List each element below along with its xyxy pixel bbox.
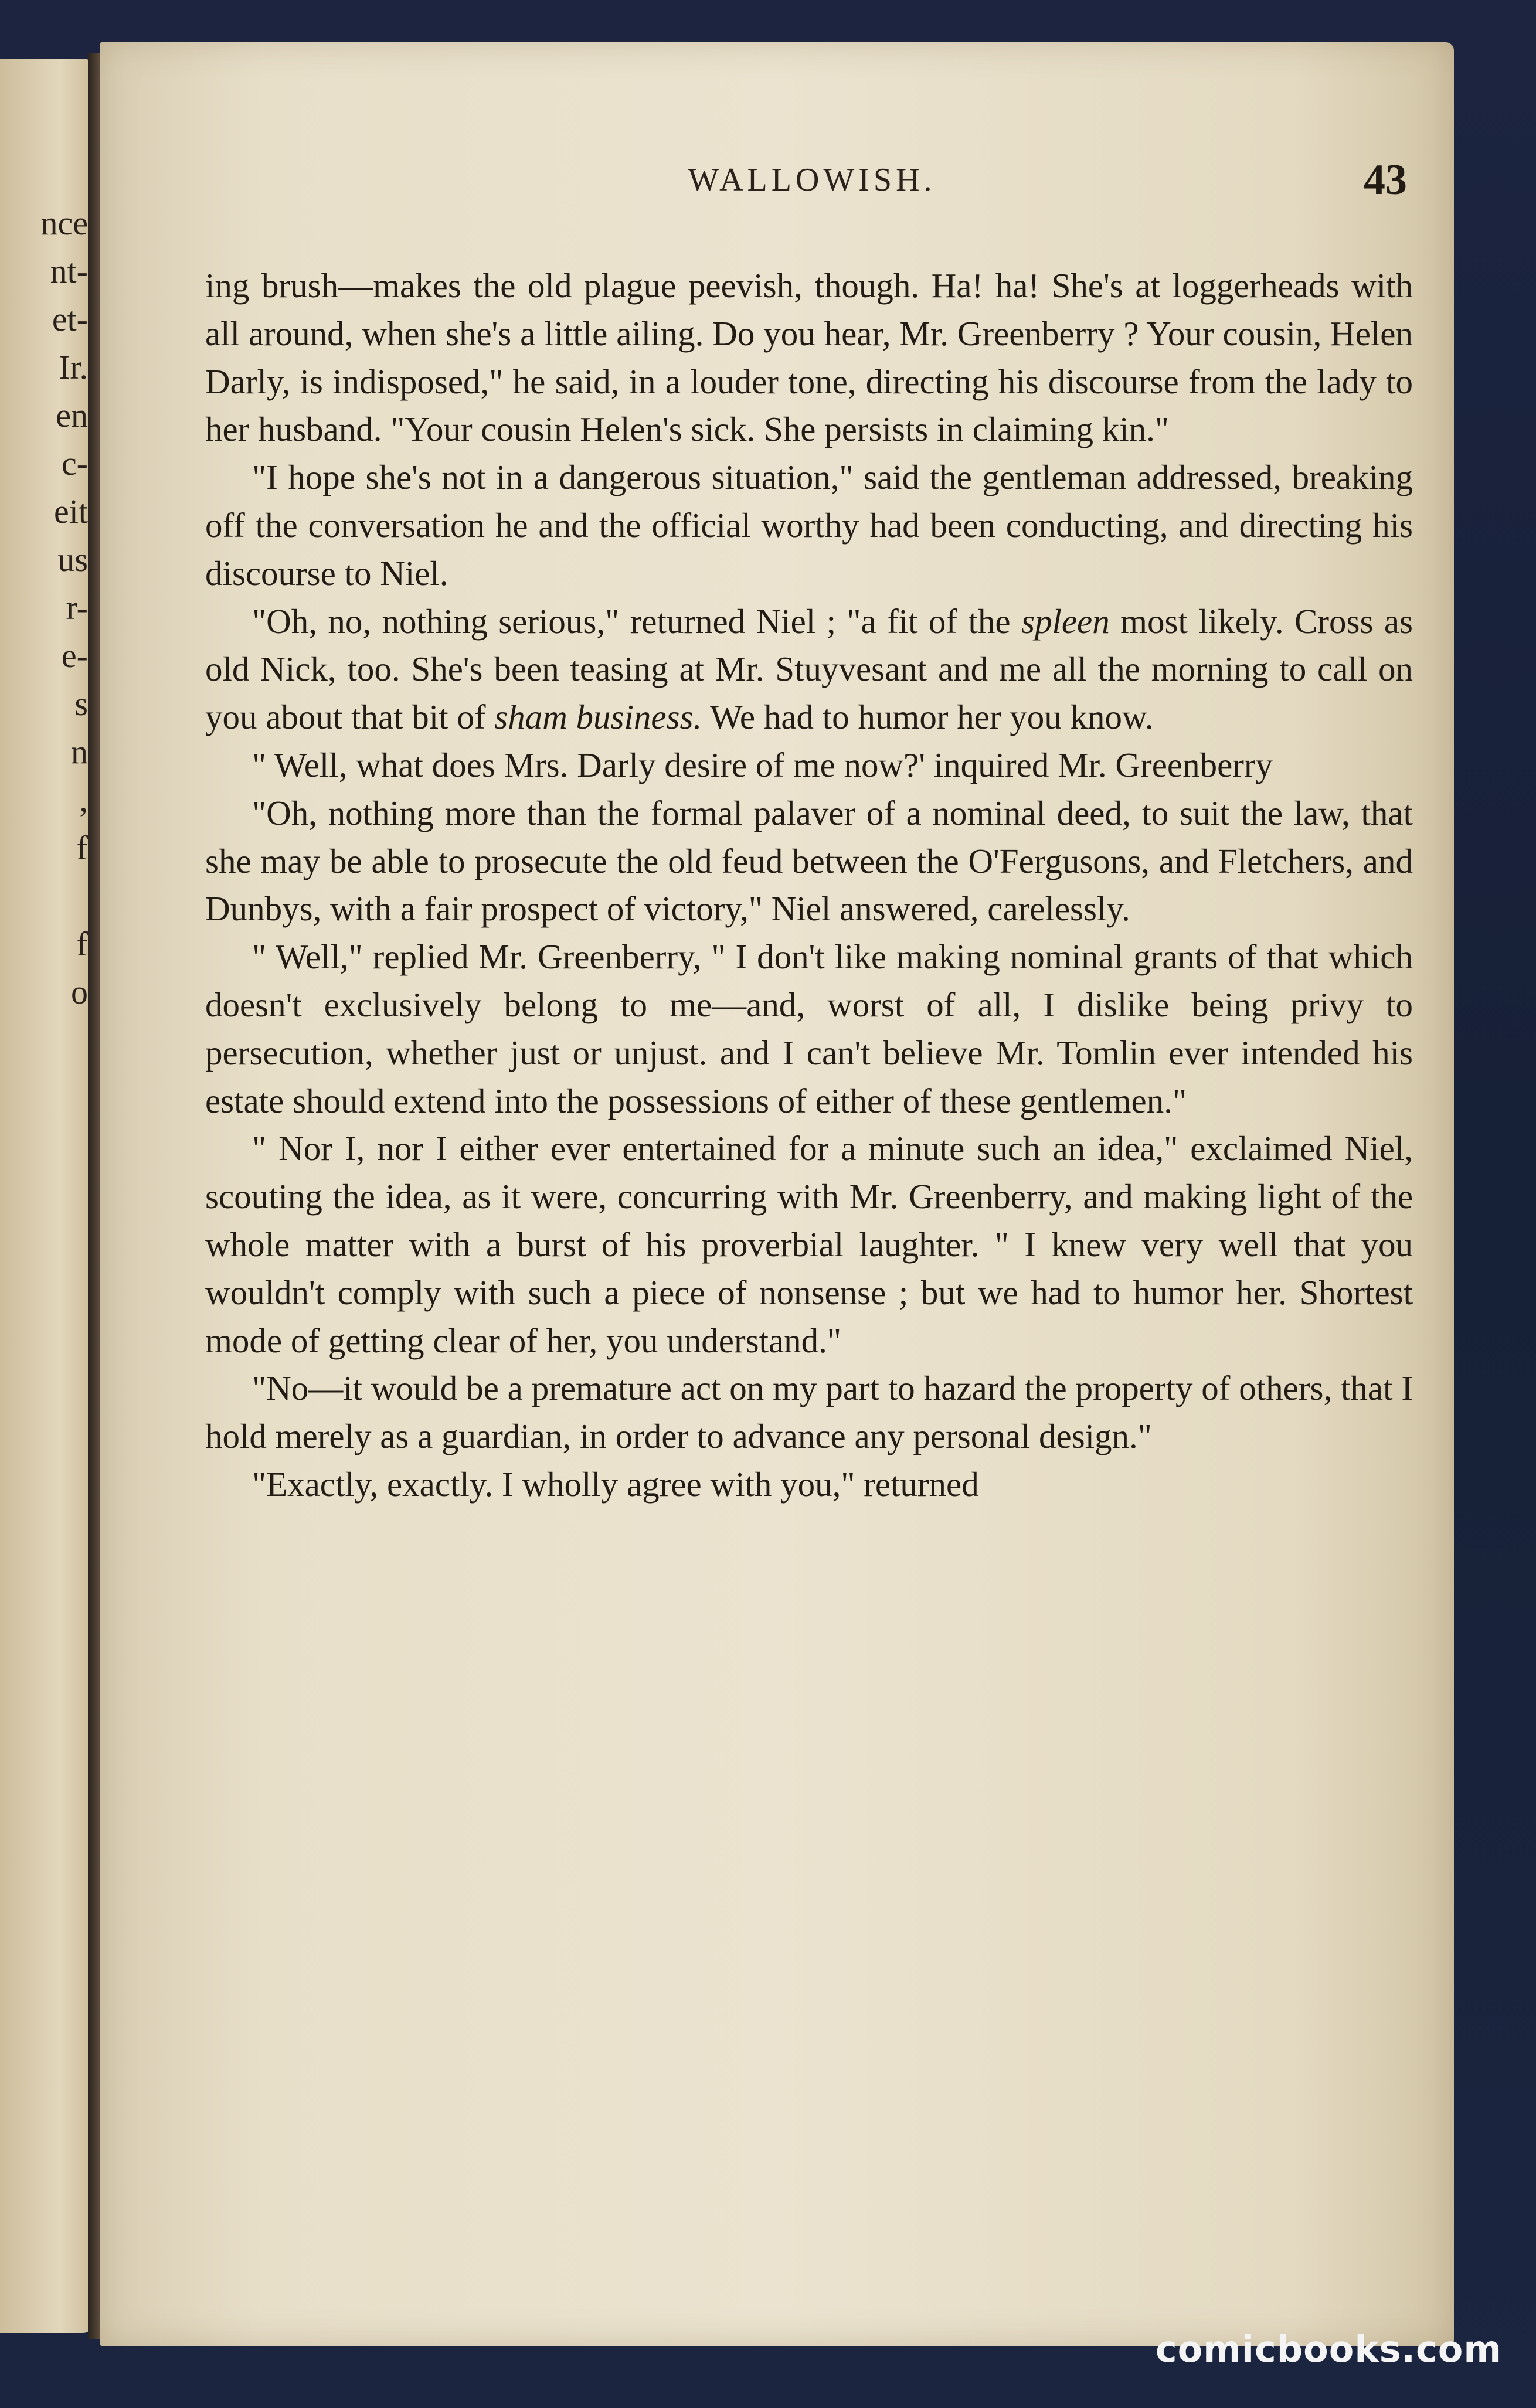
left-page-fragment: f [76,829,88,867]
text-run: "Oh, no, nothing serious," returned Niel ; "a fit of the [252,601,1021,641]
text-run: "Oh, nothing more than the formal palaver of a nominal deed, to suit the law, that she may be able to prosecute the old feud between the O'Fergusons, and Fletchers, and Dunbys, with a fair prospect of victory," Niel answered, carelessly. [205,793,1413,928]
left-page-fragment: et- [52,300,88,338]
running-head [205,148,1419,212]
left-page-fragment: nce [40,204,88,242]
text-run: "Exactly, exactly. I wholly agree with you," returned [252,1464,979,1504]
left-page-fragment: r- [66,589,88,627]
left-page-fragment: us [57,540,88,579]
paragraph [205,262,1413,454]
text-run: " Nor I, nor I either ever entertained for a minute such an idea," exclaimed Niel, scouting the idea, as it were, concurring with Mr. Greenberry, and making light of the whole matter with a burst of his proverbial laughter. " I knew very well that you wouldn't comply with such a piece of nonsense ; but we had to humor her. Shortest mode of getting clear of her, you understand." [205,1129,1413,1360]
paragraph [205,598,1413,742]
text-run: "No—it would be a premature act on my part to hazard the property of others, that I hold merely as a guardian, in order to advance any personal design." [205,1369,1413,1456]
left-page-fragment: , [79,781,88,819]
paragraph [205,742,1413,790]
left-page-fragment: f [76,925,88,963]
left-page-fragment: eit [54,492,88,530]
text-run: " Well, what does Mrs. Darly desire of me now?' inquired Mr. Greenberry [252,745,1273,784]
left-page-fragment: o [71,973,88,1011]
italic-text: sham business. [494,698,702,737]
left-page-fragment: nt- [50,252,88,290]
text-run: We had to humor her you know. [702,698,1154,737]
watermark: comicbooks.com [1155,2328,1502,2370]
body-text [205,262,1413,1509]
text-run: most likely. Cross as old Nick, too. She's been teasing at Mr. Stuyvesant and me all the morning to call on you about that bit of [205,601,1413,737]
left-page-fragment: s [74,685,88,723]
text-run: " Well," replied Mr. Greenberry, " I don't like making nominal grants of that which doesn't exclusively belong to me—and, worst of all, I dislike being privy to persecution, whether just or unjust. and I can't believe Mr. Tomlin ever intended his estate should extend into the possessions of either of these gentlemen." [205,937,1413,1120]
page-number: 43 [1364,156,1407,204]
left-page-fragment: n [71,733,88,771]
italic-text: spleen [1021,601,1110,641]
left-page-fragment: Ir. [59,348,88,386]
left-page-fragment: c- [61,444,88,482]
text-run: "I hope she's not in a dangerous situation," said the gentleman addressed, breaking off the conversation he and the official worthy had been conducting, and directing his discourse to Niel. [205,458,1413,593]
page-header-title: WALLOWISH. [688,162,936,198]
left-page-text-fragments [0,199,88,1016]
left-page-fragment [0,872,88,920]
paragraph [205,790,1413,933]
paragraph [205,1365,1413,1461]
paragraph [205,1125,1413,1365]
right-page [100,42,1454,2346]
paragraph [205,454,1413,597]
paragraph [205,1461,1413,1509]
left-page-edge [0,59,100,2333]
left-page-fragment: e- [61,637,88,675]
paragraph [205,933,1413,1125]
text-run: ing brush—makes the old plague peevish, though. Ha! ha! She's at loggerheads with all around, when she's a little ailing. Do you hear, Mr. Greenberry ? Your cousin, Helen Darly, is indisposed," he said, in a louder tone, directing his discourse from the lady to her husband. "Your cousin Helen's sick. She persists in claiming kin." [205,266,1413,449]
left-page-fragment: en [56,396,88,434]
